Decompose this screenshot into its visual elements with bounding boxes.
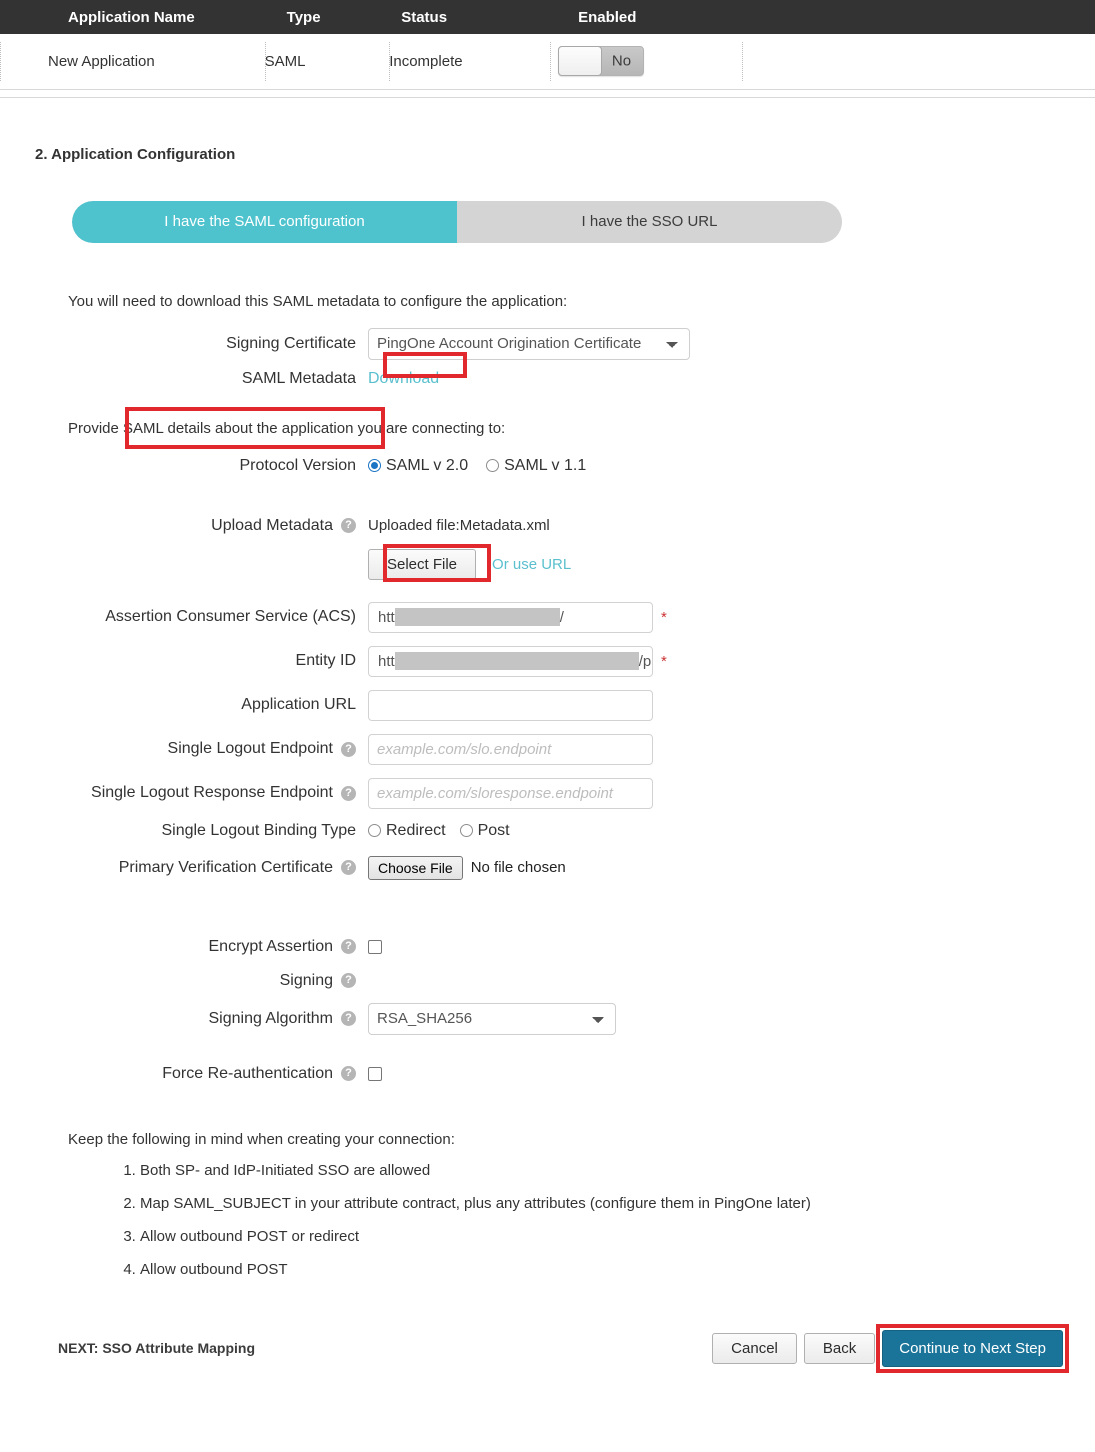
encrypt-assertion-checkbox[interactable]: [368, 940, 382, 954]
radio-binding-post-label: Post: [477, 821, 510, 839]
table-bottom-divider: [0, 90, 1095, 98]
download-metadata-link[interactable]: Download: [368, 369, 440, 387]
slo-response-endpoint-input[interactable]: [368, 778, 653, 809]
radio-binding-redirect-indicator: [368, 824, 381, 837]
row-slo-response-endpoint: [68, 778, 1095, 809]
cell-type: SAML: [265, 34, 390, 89]
label-acs: Assertion Consumer Service (ACS): [105, 608, 356, 625]
application-configuration-panel: [0, 146, 1095, 1367]
cell-enabled: [550, 34, 742, 89]
back-button[interactable]: Back: [804, 1333, 875, 1364]
label-slo-binding-type: Single Logout Binding Type: [161, 821, 356, 839]
row-signing-certificate: [68, 328, 1095, 360]
column-header-enabled: Enabled: [578, 8, 637, 26]
details-lead-text: Provide SAML details about the application you are connecting to:: [68, 419, 506, 437]
applications-table-body: [0, 34, 1095, 89]
entity-id-input[interactable]: [368, 646, 653, 677]
page-title: 2. Application Configuration: [35, 145, 236, 163]
next-step-label: NEXT: SSO Attribute Mapping: [58, 1340, 256, 1356]
enabled-toggle-label: No: [611, 52, 632, 70]
uploaded-file-text: Uploaded file:Metadata.xml: [368, 517, 550, 534]
row-protocol-version: [68, 457, 1095, 475]
row-force-reauthentication: [68, 1065, 1095, 1083]
help-icon[interactable]: ?: [341, 939, 356, 954]
label-slo-response-endpoint: Single Logout Response Endpoint ?: [68, 784, 368, 802]
radio-saml-v2[interactable]: [368, 457, 468, 475]
help-icon[interactable]: ?: [341, 1011, 356, 1026]
table-header-row: [0, 0, 1095, 34]
row-signing: [68, 972, 1095, 990]
enabled-toggle[interactable]: [558, 46, 644, 76]
continue-to-next-step-button[interactable]: Continue to Next Step: [882, 1330, 1063, 1367]
chosen-file-status: No file chosen: [470, 859, 566, 876]
column-header-status: Status: [401, 8, 448, 26]
tab-sso-url[interactable]: I have the SSO URL: [457, 201, 842, 243]
help-icon[interactable]: ?: [341, 973, 356, 988]
wizard-footer: [0, 1330, 1095, 1367]
application-url-input[interactable]: [368, 690, 653, 721]
row-acs: [68, 602, 1095, 633]
row-encrypt-assertion: [68, 938, 1095, 956]
acs-value-suffix: /: [559, 608, 564, 626]
radio-binding-post[interactable]: [460, 822, 510, 840]
label-signing-certificate: Signing Certificate: [226, 334, 356, 352]
entity-id-value-suffix: /p: [638, 652, 652, 670]
radio-saml-v2-label: SAML v 2.0: [386, 456, 469, 474]
signing-certificate-select[interactable]: [368, 328, 690, 360]
help-icon[interactable]: ?: [341, 860, 356, 875]
choose-file-button[interactable]: Choose File: [368, 856, 463, 880]
column-header-application-name: Application Name: [68, 8, 195, 26]
row-entity-id: [68, 646, 1095, 677]
row-saml-metadata: [68, 370, 1095, 388]
help-icon[interactable]: ?: [341, 518, 356, 533]
row-primary-verification-certificate: [68, 856, 1095, 880]
help-icon[interactable]: ?: [341, 1066, 356, 1081]
keep-in-mind-list: [0, 1162, 1095, 1278]
entity-id-required-marker: *: [661, 652, 667, 670]
radio-binding-redirect-label: Redirect: [386, 821, 446, 839]
slo-endpoint-input[interactable]: [368, 734, 653, 765]
radio-saml-v2-indicator: [368, 459, 381, 472]
label-signing-algorithm: Signing Algorithm ?: [68, 1010, 368, 1028]
row-slo-binding-type: [68, 822, 1095, 840]
or-use-url-link[interactable]: Or use URL: [492, 555, 572, 573]
radio-binding-redirect[interactable]: [368, 822, 446, 840]
label-protocol-version: Protocol Version: [239, 456, 356, 474]
row-upload-metadata: [68, 517, 1095, 535]
acs-value-redacted: [395, 608, 560, 626]
select-file-button[interactable]: Select File: [368, 549, 476, 580]
keep-in-mind-lead: Keep the following in mind when creating your connection:: [68, 1130, 455, 1148]
label-signing: Signing ?: [68, 972, 368, 990]
label-slo-endpoint: Single Logout Endpoint ?: [68, 740, 368, 758]
acs-required-marker: *: [661, 608, 667, 626]
signing-algorithm-select[interactable]: [368, 1003, 616, 1035]
radio-saml-v11-indicator: [486, 459, 499, 472]
acs-input[interactable]: [368, 602, 653, 633]
help-icon[interactable]: ?: [341, 786, 356, 801]
tab-saml-configuration[interactable]: I have the SAML configuration: [72, 201, 457, 243]
radio-binding-post-indicator: [460, 824, 473, 837]
cancel-button[interactable]: Cancel: [712, 1333, 797, 1364]
applications-table: [0, 0, 1095, 90]
list-item: 4. Allow outbound POST: [140, 1261, 1095, 1278]
footer-buttons: [712, 1330, 1063, 1367]
list-item: 2. Map SAML_SUBJECT in your attribute contract, plus any attributes (configure them in PingOne later): [140, 1195, 1095, 1212]
label-saml-metadata: SAML Metadata: [241, 369, 356, 387]
cell-application-name: New Application: [0, 34, 265, 89]
configuration-mode-tabs: [72, 201, 842, 243]
list-item: 3. Allow outbound POST or redirect: [140, 1228, 1095, 1245]
entity-id-value-redacted: [395, 652, 639, 670]
column-header-spacer: [742, 0, 1095, 34]
cell-status: Incomplete: [389, 34, 550, 89]
entity-id-value-prefix: htt: [378, 652, 395, 670]
acs-value-prefix: htt: [378, 608, 395, 626]
label-force-reauthentication: Force Re-authentication ?: [68, 1065, 368, 1083]
list-item: 1. Both SP- and IdP-Initiated SSO are allowed: [140, 1162, 1095, 1179]
force-reauthentication-checkbox[interactable]: [368, 1067, 382, 1081]
label-encrypt-assertion: Encrypt Assertion ?: [68, 938, 368, 956]
label-entity-id: Entity ID: [295, 652, 356, 669]
toggle-knob: [558, 46, 602, 76]
column-header-type: Type: [286, 8, 321, 26]
label-application-url: Application URL: [241, 696, 356, 713]
table-row[interactable]: [0, 34, 1095, 89]
row-signing-algorithm: [68, 1003, 1095, 1035]
row-slo-endpoint: [68, 734, 1095, 765]
label-primary-verification-certificate: Primary Verification Certificate ?: [68, 859, 368, 877]
radio-saml-v11[interactable]: [486, 457, 586, 475]
row-select-file: [68, 549, 1095, 580]
metadata-lead-text: You will need to download this SAML metadata to configure the application:: [68, 292, 568, 310]
help-icon[interactable]: ?: [341, 742, 356, 757]
cell-spacer: [742, 34, 1095, 89]
label-upload-metadata: Upload Metadata ?: [68, 517, 368, 535]
applications-table-header: [0, 0, 1095, 34]
row-application-url: [68, 690, 1095, 721]
radio-saml-v11-label: SAML v 1.1: [504, 456, 587, 474]
